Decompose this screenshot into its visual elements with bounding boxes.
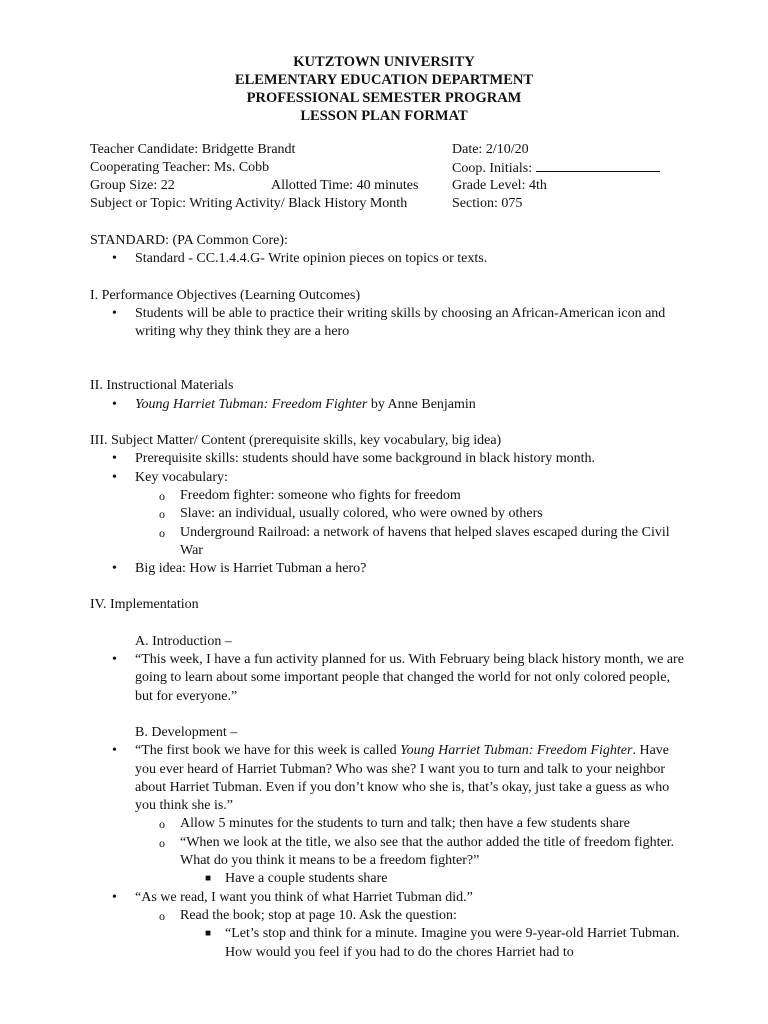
- vocab-label: Key vocabulary:: [135, 469, 228, 485]
- content-heading: III. Subject Matter/ Content (prerequisite skills, key vocabulary, big idea): [90, 433, 502, 449]
- bullet-icon: •: [112, 305, 117, 321]
- section-number: Section: 075: [452, 196, 523, 211]
- square-bullet-icon: ■: [205, 928, 212, 940]
- bullet-icon: •: [112, 251, 117, 267]
- circle-bullet-icon: o: [159, 525, 165, 540]
- dev-step: Allow 5 minutes for the students to turn and talk; then have a few students share: [180, 816, 630, 832]
- list-item: [90, 505, 690, 523]
- book-title: Young Harriet Tubman: Freedom Fighter: [135, 396, 368, 412]
- prereq-skills: Prerequisite skills: students should have some background in black history month.: [135, 451, 595, 467]
- standard-item: Standard - CC.1.4.4.G- Write opinion pieces on topics or texts.: [135, 251, 488, 267]
- format-title: LESSON PLAN FORMAT: [300, 108, 468, 124]
- materials-heading: II. Instructional Materials: [90, 378, 234, 394]
- bullet-icon: •: [112, 451, 117, 467]
- list-item: [90, 889, 690, 907]
- bullet-icon: •: [112, 469, 117, 485]
- list-item: [90, 651, 690, 706]
- group-size: Group Size: 22: [90, 178, 175, 193]
- vocab-term: Underground Railroad: a network of havens that helped slaves escaped during the Civil War: [180, 524, 670, 558]
- square-bullet-icon: ■: [205, 873, 212, 885]
- dev-quote-book-title: Young Harriet Tubman: Freedom Fighter: [400, 743, 633, 759]
- list-item: [90, 396, 690, 414]
- subject-topic: Subject or Topic: Writing Activity/ Black History Month: [90, 196, 408, 211]
- list-item: [90, 560, 690, 578]
- lesson-date: Date: 2/10/20: [452, 142, 529, 157]
- teacher-candidate: Teacher Candidate: Bridgette Brandt: [90, 142, 296, 157]
- university-name: KUTZTOWN UNIVERSITY: [293, 54, 475, 70]
- dev-substep: Have a couple students share: [225, 871, 388, 887]
- dev-quote-end: . Have you ever heard of Harriet Tubman? Who was she? I want you to turn and talk to your neighbor about Harriet Tubman. Even if you don’t know who she is, that’s okay, just take a guess as who you think she is.”: [135, 743, 670, 814]
- intro-quote: “This week, I have a fun activity planned for us. With February being black history month, we are going to learn about some important people that changed the world for not only colored people, but for everyone.”: [135, 652, 684, 704]
- bullet-icon: •: [112, 743, 117, 759]
- big-idea: Big idea: How is Harriet Tubman a hero?: [135, 561, 367, 577]
- list-item: [90, 815, 690, 833]
- dev-step: “When we look at the title, we also see that the author added the title of freedom fighter. What do you think it means to be a freedom fighter?”: [180, 834, 675, 869]
- program-name: PROFESSIONAL SEMESTER PROGRAM: [246, 90, 522, 106]
- grade-level: Grade Level: 4th: [452, 178, 547, 193]
- department-name: ELEMENTARY EDUCATION DEPARTMENT: [234, 72, 534, 88]
- list-item: [90, 469, 690, 487]
- vocab-term: Slave: an individual, usually colored, who were owned by others: [180, 506, 543, 522]
- circle-bullet-icon: o: [159, 908, 165, 923]
- list-item: [90, 250, 690, 268]
- list-item: [90, 524, 690, 561]
- development-label: B. Development –: [135, 724, 238, 740]
- book-author: by Anne Benjamin: [367, 396, 476, 412]
- circle-bullet-icon: o: [159, 817, 165, 832]
- bullet-icon: •: [112, 652, 117, 668]
- objective-item: Students will be able to practice their writing skills by choosing an African-American icon and writing why they think they are a hero: [135, 305, 666, 340]
- list-item: [90, 925, 690, 962]
- bullet-icon: •: [112, 889, 117, 905]
- read-quote: “As we read, I want you think of what Harriet Tubman did.”: [135, 889, 473, 905]
- circle-bullet-icon: o: [159, 835, 165, 850]
- list-item: [90, 834, 690, 871]
- list-item: [90, 742, 690, 815]
- list-item: [90, 907, 690, 925]
- dev-quote-start: “The first book we have for this week is called: [135, 743, 401, 759]
- vocab-term: Freedom fighter: someone who fights for freedom: [180, 487, 461, 503]
- circle-bullet-icon: o: [159, 488, 165, 503]
- list-item: [90, 450, 690, 468]
- coop-initials-label: Coop. Initials:: [452, 161, 533, 176]
- standard-heading: STANDARD: (PA Common Core):: [90, 233, 288, 248]
- document-header: [0, 53, 768, 125]
- introduction-label: A. Introduction –: [135, 633, 232, 649]
- coop-initials-blank: [536, 159, 660, 172]
- list-item: [90, 305, 690, 342]
- read-step: Read the book; stop at page 10. Ask the question:: [180, 907, 457, 923]
- list-item: [90, 870, 690, 888]
- bullet-icon: •: [112, 396, 117, 412]
- cooperating-teacher: Cooperating Teacher: Ms. Cobb: [90, 160, 270, 175]
- read-substep: “Let’s stop and think for a minute. Imagine you were 9-year-old Harriet Tubman. How would you feel if you had to do the chores Harriet had to: [225, 926, 680, 960]
- lesson-body: [90, 232, 690, 962]
- circle-bullet-icon: o: [159, 507, 165, 522]
- implementation-heading: IV. Implementation: [90, 597, 199, 613]
- objectives-heading: I. Performance Objectives (Learning Outcomes): [90, 287, 361, 303]
- list-item: [90, 487, 690, 505]
- bullet-icon: •: [112, 561, 117, 577]
- lesson-info-block: [90, 141, 710, 213]
- allotted-time: Allotted Time: 40 minutes: [271, 178, 419, 193]
